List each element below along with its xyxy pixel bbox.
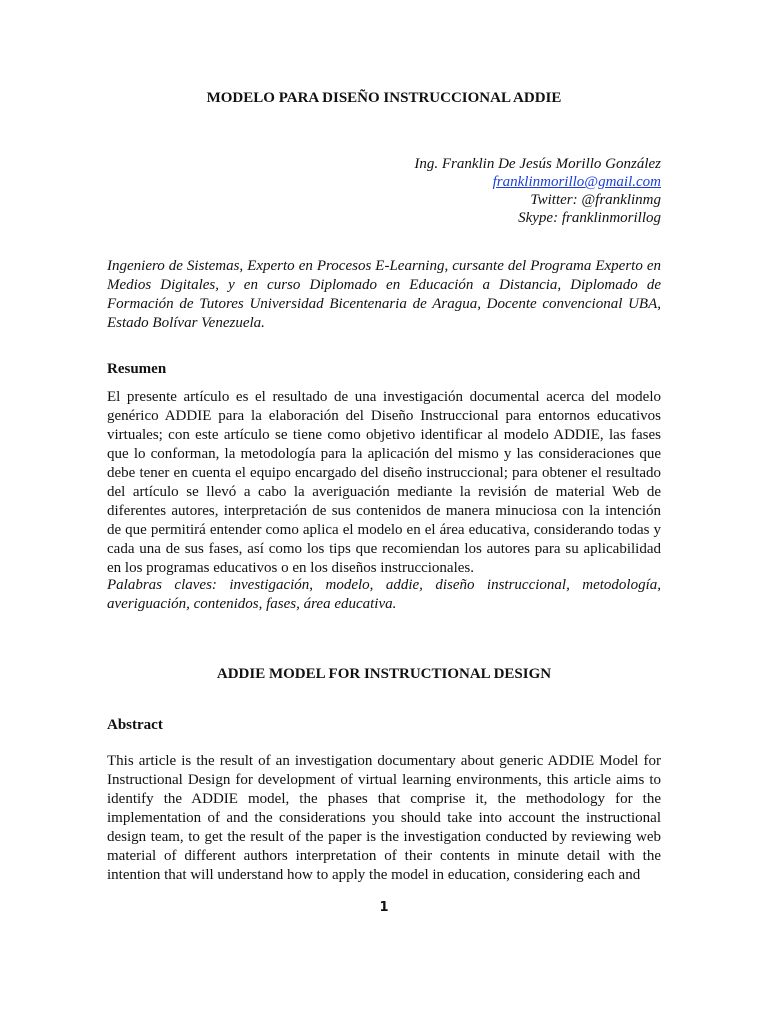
english-title: ADDIE MODEL FOR INSTRUCTIONAL DESIGN <box>216 666 552 682</box>
resumen-body: El presente artículo es el resultado de una investigación documental acerca del modelo genérico ADDIE para la elaboración del Diseño Instruccional para entornos educativos virtuales; con este artículo se tiene como objetivo identificar al modelo ADDIE, las fases que lo conforman, la metodología para la aplicación del mismo y las consideraciones que debe tener en cuenta el equipo encargado del diseño instruccional; para obtener el resultado del artículo se llevó a cabo la averiguación mediante la revisión de material Web de diferentes autores, interpretación de sus contenidos de manera minuciosa con la intención de que permitirá entender como aplica el modelo en el área educativa, considerando todas y cada una de sus fases, así como los tips que recomiendan los autores para su aplicabilidad en los programas educativos o en los diseños instruccionales. <box>107 389 661 576</box>
author-skype: Skype: franklinmorillog <box>518 210 661 226</box>
abstract-heading: Abstract <box>107 717 163 733</box>
author-block <box>241 155 661 227</box>
author-email-link[interactable]: franklinmorillo@gmail.com <box>492 174 661 190</box>
author-twitter: Twitter: @franklinmg <box>530 192 661 208</box>
page-number: 1 <box>379 900 389 915</box>
author-bio: Ingeniero de Sistemas, Experto en Procesos E-Learning, cursante del Programa Experto en Medios Digitales, y en curso Diplomado en Educación a Distancia, Diplomado de Formación de Tutores Universidad Bicentenaria de Aragua, Docente convencional UBA, Estado Bolívar Venezuela. <box>107 258 661 331</box>
resumen-heading: Resumen <box>107 361 167 377</box>
page-title: MODELO PARA DISEÑO INSTRUCCIONAL ADDIE <box>206 90 562 106</box>
keywords: Palabras claves: investigación, modelo, addie, diseño instruccional, metodología, averiguación, contenidos, fases, área educativa. <box>107 577 661 612</box>
author-name: Ing. Franklin De Jesús Morillo González <box>414 156 661 172</box>
abstract-body: This article is the result of an investigation documentary about generic ADDIE Model for Instructional Design for development of virtual learning environments, this article aims to identify the ADDIE model, the phases that comprise it, the methodology for the implementation of and the considerations you should take into account the instructional design team, to get the result of the paper is the investigation conducted by reviewing web material of different authors interpretation of their contents in minute detail with the intention that will understand how to apply the model in education, considering each and <box>107 753 661 883</box>
